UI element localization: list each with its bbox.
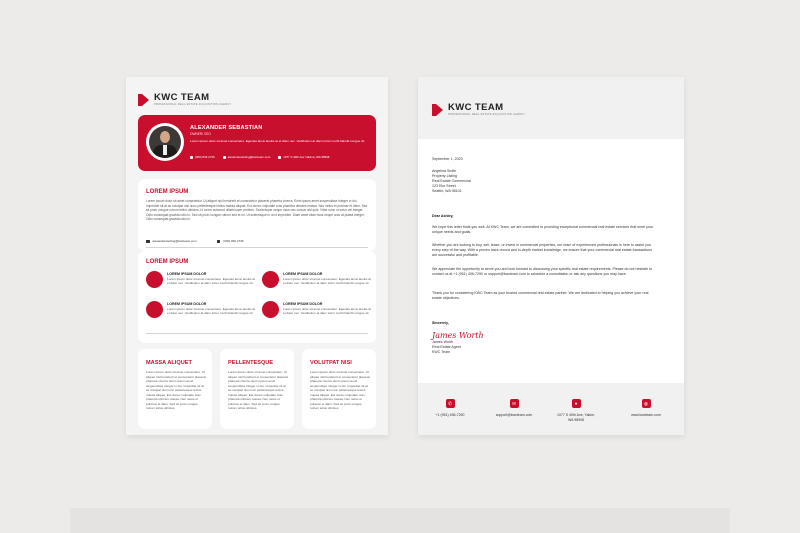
recipient-line: Angelina Smith — [432, 169, 457, 173]
signer-block — [432, 340, 461, 355]
logo-tagline: PROFESSIONAL REAL ESTATE ACQUISITION AGENCY — [154, 103, 232, 106]
skill-bullet — [262, 271, 279, 288]
column-text: Lorem ipsum dolor sit amet consectetur. Ut aliquet nisl hendrerit et consectetur placerat pharetra viverra. Enim ipsum amet suspendisse integer in dui. Imperdiet sit at ac volutpat nisi nunc pellentesque lectus massa aliquet. Est donec vulputate cras pharetra ultricies massa. Nec netus et pulvinar et diam. Sed sit proin congue rutrum tellus ultricies. — [310, 370, 370, 410]
about-title: LOREM IPSUM — [146, 189, 189, 195]
skill-bullet — [146, 271, 163, 288]
location-icon — [278, 156, 281, 159]
recipient-line: Seattle, WA 98101 — [432, 189, 462, 193]
skill-bullet — [146, 301, 163, 318]
skill-title: LOREM IPSUM DOLOR — [167, 272, 207, 276]
column-card — [138, 349, 212, 429]
column-card — [302, 349, 376, 429]
footer-website[interactable] — [616, 399, 676, 418]
phone-icon — [217, 240, 221, 243]
skill-item — [262, 301, 372, 325]
mail-icon — [223, 156, 226, 159]
about-text: Lorem ipsum dolor sit amet consectetur. Ut aliquet nisl hendrerit et consectetur placerat pharetra viverra. Enim ipsum amet suspendisse integer in dui. Imperdiet sit at ac volutpat nisi nunc pellentesque lectus massa aliquet. Est donec vulputate cras pharetra ultricies massa. Nec netus et pulvinar et diam. Sed sit proin congue rutrum tellus ultricies. Id lorem euismod ullamcorper pretium. Scelerisque neque risus nec cursus nisi quis. Vitae nunc ut tortor vel integer. Odio consequat gravida odio in. Sed sit proin congue rutrum sed et mi. Ut scelerisque in ut id imperdiet. Diam amet vitae risus neque arcu at platea integer. Odio consequat gravida odio in. — [146, 199, 368, 222]
mail-icon — [146, 240, 150, 243]
signer-line: KWC Team — [432, 350, 451, 354]
footer-phone — [420, 399, 480, 418]
about-divider — [146, 247, 368, 248]
column-title: VOLUTPAT NISI — [310, 360, 352, 366]
header-address — [278, 155, 329, 159]
phone-icon — [190, 156, 193, 159]
about-phone — [217, 239, 244, 243]
signature: James Worth — [432, 331, 484, 340]
letter-paragraph: Thank you for considering KWC Team as your trusted commercial real estate partner. We are dedicated to helping you achieve your real estate objectives. — [432, 291, 649, 300]
skill-item — [262, 271, 372, 295]
closing: Sincerely, — [432, 321, 449, 325]
location-icon: ● — [572, 399, 581, 408]
mail-icon: ✉ — [510, 399, 519, 408]
skill-item — [146, 301, 256, 325]
header-phone — [190, 155, 215, 159]
profile-name: ALEXANDER SEBASTIAN — [190, 125, 263, 131]
skill-text: Lorem ipsum dolor sit amet consectetur. Egestas lacus iaculis at et diam nec. Vestibulum at diam tortor morbi blandit congue sit. — [167, 277, 255, 286]
header-phone-text: (000) 846 2736 — [195, 155, 215, 159]
column-card — [220, 349, 294, 429]
column-title: PELLENTESQUE — [228, 360, 274, 366]
logo-name: KWC TEAM — [448, 102, 504, 113]
skills-card — [138, 251, 376, 343]
letter-paragraph: We hope this letter finds you well. At KWC Team, we are committed to providing exceptional commercial real estate services that meet your unique needs and goals. — [432, 225, 654, 234]
letter-header — [418, 77, 684, 139]
salutation: Dear Ashley, — [432, 214, 454, 218]
signer-line: James Worth — [432, 340, 454, 344]
recipient-line: 123 Elm Street — [432, 184, 456, 188]
profile-role: OWNER/ CEO — [190, 132, 211, 136]
profile-photo — [146, 123, 184, 161]
header-email — [223, 155, 271, 159]
brand-logo — [138, 93, 231, 107]
profile-bio: Lorem ipsum dolor sit amet consectetur. Egestas lacus iaculis at et diam nec. Vestibulum at diam tortor morbi blandit congue sit. — [190, 139, 366, 143]
logo-name: KWC TEAM — [154, 92, 210, 103]
skill-item — [146, 271, 256, 295]
skill-bullet — [262, 301, 279, 318]
column-text: Lorem ipsum dolor sit amet consectetur. Ut aliquet nisl hendrerit et consectetur placerat pharetra viverra. Enim ipsum amet suspendisse integer in dui. Imperdiet sit at ac volutpat nisi nunc pellentesque lectus massa aliquet. Est donec vulputate cras pharetra ultricies massa. Nec netus et pulvinar et diam. Sed sit proin congue rutrum tellus ultricies. — [146, 370, 206, 410]
brand-logo — [432, 103, 525, 117]
recipient-block — [432, 169, 471, 194]
footer-address — [546, 399, 606, 422]
footer-email[interactable] — [484, 399, 544, 418]
recipient-line: Property Listing — [432, 174, 457, 178]
letter-page — [418, 77, 684, 435]
about-card — [138, 179, 376, 251]
header-email-text: alexandersterling@kwcteam.com — [227, 155, 271, 159]
header-address-text: 1077 S 40th Ave Yakima, WA 98908 — [283, 155, 330, 159]
footer-address-line1: 1077 S 40th Ave, Yakim, — [557, 413, 595, 417]
column-title: MASSA ALIQUET — [146, 360, 192, 366]
about-email-text: alexandersterling@kwcteam.com — [152, 239, 197, 243]
about-phone-text: (000) 846 2736 — [223, 239, 244, 243]
resume-page — [126, 77, 388, 435]
letter-date: September 1, 2023 — [432, 157, 463, 161]
skill-title: LOREM IPSUM DOLOR — [167, 302, 207, 306]
footer-email-text[interactable]: support@kwcteam.com — [495, 413, 533, 417]
logo-mark-icon — [138, 94, 150, 106]
logo-mark-icon — [432, 104, 444, 116]
skill-text: Lorem ipsum dolor sit amet consectetur. Egestas lacus iaculis at et diam nec. Vestibulum at diam tortor morbi blandit congue sit. — [167, 307, 255, 316]
signer-line: Real Estate Agent — [432, 345, 461, 349]
skill-title: LOREM IPSUM DOLOR — [283, 302, 323, 306]
column-text: Lorem ipsum dolor sit amet consectetur. Ut aliquet nisl hendrerit et consectetur placerat pharetra viverra. Enim ipsum amet suspendisse integer in dui. Imperdiet sit at ac volutpat nisi nunc pellentesque lectus massa aliquet. Est donec vulputate cras pharetra ultricies massa. Nec netus et pulvinar et diam. Sed sit proin congue rutrum tellus ultricies. — [228, 370, 288, 410]
skill-text: Lorem ipsum dolor sit amet consectetur. Egestas lacus iaculis at et diam nec. Vestibulum at diam tortor morbi blandit congue sit. — [283, 307, 371, 316]
about-email — [146, 239, 197, 243]
footer-phone-text: +1 (951) 496-7290 — [435, 413, 465, 417]
skills-title: LOREM IPSUM — [146, 259, 189, 265]
logo-tagline: PROFESSIONAL REAL ESTATE ACQUISITION AGENCY — [448, 113, 526, 116]
letter-footer — [418, 383, 684, 435]
skill-text: Lorem ipsum dolor sit amet consectetur. Egestas lacus iaculis at et diam nec. Vestibulum at diam tortor morbi blandit congue sit. — [283, 277, 371, 286]
globe-icon: ◍ — [642, 399, 651, 408]
skills-divider — [146, 333, 368, 334]
phone-icon: ✆ — [446, 399, 455, 408]
letter-paragraph: Whether you are looking to buy, sell, lease, or invest in commercial properties, our team of experienced professionals is here to assist you every step of the way. With a proven track record and in-depth market knowledge, we ensure that your commercial real estate transactions are successful and profitable. — [432, 243, 653, 257]
letter-paragraph: We appreciate the opportunity to serve you and look forward to discussing your specific real estate requirements. Please do not hesitate to contact us at +1 (951) 496-7290 or support@kwcteam.com to schedule a consultation or ask any questions you may have. — [432, 267, 653, 276]
footer-website-text[interactable]: www.kwcteam.com — [631, 413, 661, 417]
recipient-line: Real Estate Commercial — [432, 179, 471, 183]
footer-address-line2: WA 98908 — [567, 417, 585, 422]
about-contacts — [146, 239, 264, 243]
skill-title: LOREM IPSUM DOLOR — [283, 272, 323, 276]
profile-header — [138, 115, 376, 171]
table-surface — [70, 508, 730, 533]
profile-contacts — [190, 155, 337, 159]
